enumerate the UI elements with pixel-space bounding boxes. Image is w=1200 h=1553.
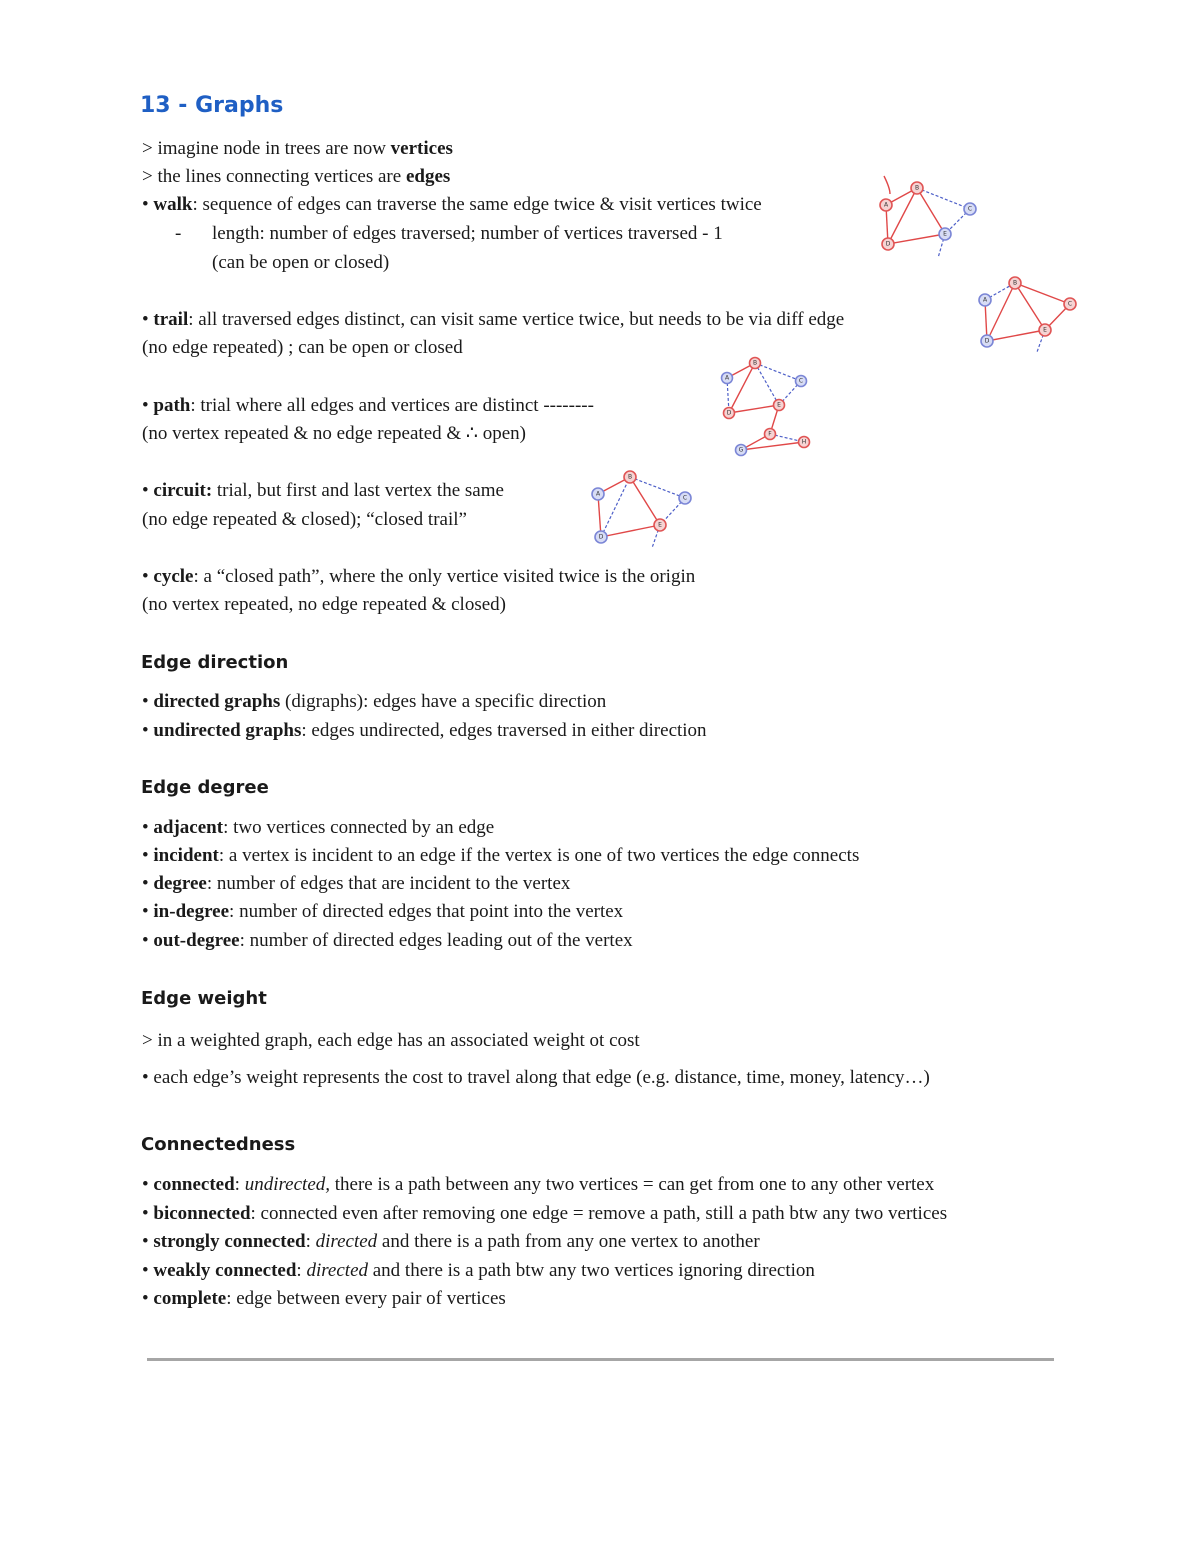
bottom-divider (147, 1358, 1054, 1361)
desc: : edge between every pair of vertices (226, 1288, 506, 1309)
bullet: • (142, 691, 154, 712)
heading-edge-weight: Edge weight (141, 988, 267, 1009)
path-note: (no vertex repeated & no edge repeated & ∴ open) (142, 423, 526, 444)
vertex-b-label: B (914, 184, 920, 192)
bullet: • (142, 873, 154, 894)
term: adjacent (153, 817, 224, 838)
vertex-c-label: C (967, 205, 973, 213)
bullet: • (142, 930, 154, 951)
page-title: 13 - Graphs (140, 93, 284, 118)
bullet: • (142, 480, 154, 501)
desc: : number of edges that are incident to the vertex (206, 873, 571, 894)
desc: : number of directed edges leading out of the vertex (239, 930, 633, 951)
vertex-a-label: A (724, 374, 730, 382)
trail-term: trail (153, 309, 189, 330)
term: biconnected (153, 1203, 251, 1224)
term: in-degree (153, 901, 230, 922)
circuit-graph-diagram (588, 466, 698, 550)
vertex-d-label: D (598, 533, 604, 541)
path-definition (142, 394, 594, 418)
circuit-definition (142, 479, 504, 503)
vertex-c-label: C (798, 377, 804, 385)
path-graph-diagram (715, 354, 815, 458)
bullet: • (142, 1260, 154, 1281)
intro-edges-text: > the lines connecting vertices are (142, 166, 406, 187)
vertex-h-label: H (801, 438, 807, 446)
bullet: • (142, 309, 154, 330)
trail-definition (142, 308, 844, 332)
term: complete (153, 1288, 227, 1309)
edge-weight-bullet: • each edge’s weight represents the cost to travel along that edge (e.g. distance, time, money, latency…) (142, 1067, 930, 1088)
circuit-term: circuit: (153, 480, 213, 501)
desc: : connected even after removing one edge = remove a path, still a path btw any two vertices (250, 1203, 948, 1224)
vertex-d-label: D (885, 240, 891, 248)
vertex-a-label: A (595, 490, 601, 498)
term: incident (153, 845, 219, 866)
vertex-b-label: B (752, 359, 758, 367)
bullet: • (142, 720, 154, 741)
vertex-g-label: G (738, 446, 744, 454)
intro-edges-line (142, 165, 450, 189)
walk-sub-dash: - (175, 223, 182, 244)
desc: : two vertices connected by an edge (223, 817, 495, 838)
bullet: • (142, 395, 154, 416)
vertex-a-label: A (883, 201, 889, 209)
term: connected (153, 1174, 235, 1195)
term: directed graphs (153, 691, 281, 712)
bullet: • (142, 845, 154, 866)
bullet: • (142, 817, 154, 838)
path-term: path (153, 395, 191, 416)
desc: : (234, 1174, 245, 1195)
intro-vertices-term: vertices (390, 138, 453, 159)
bullet: • (142, 1174, 154, 1195)
walk-graph-diagram (876, 174, 986, 260)
path-desc: : trial where all edges and vertices are distinct -------- (190, 395, 594, 416)
desc: and there is a path btw any two vertices ignoring direction (368, 1260, 815, 1281)
desc: : edges undirected, edges traversed in either direction (301, 720, 707, 741)
walk-desc: : sequence of edges can traverse the same edge twice & visit vertices twice (192, 194, 762, 215)
list-item (142, 844, 859, 868)
vertex-b-label: B (627, 473, 633, 481)
list-item (142, 872, 570, 896)
vertex-a-label: A (982, 296, 988, 304)
desc: there is a path between any two vertices = can get from one to any other vertex (330, 1174, 935, 1195)
desc: : number of directed edges that point into the vertex (229, 901, 624, 922)
vertex-d-label: D (726, 409, 732, 417)
cycle-definition (142, 565, 695, 589)
term: out-degree (153, 930, 240, 951)
bullet: • (142, 1288, 154, 1309)
emphasis: undirected, (244, 1174, 330, 1195)
cycle-desc: : a “closed path”, where the only vertice visited twice is the origin (193, 566, 696, 587)
list-item (142, 1173, 934, 1197)
intro-vertices-text: > imagine node in trees are now (142, 138, 391, 159)
list-item (142, 816, 494, 840)
trail-desc: : all traversed edges distinct, can visit same vertice twice, but needs to be via diff edge (188, 309, 845, 330)
list-item (142, 900, 623, 924)
desc: : (305, 1231, 316, 1252)
cycle-term: cycle (153, 566, 194, 587)
term: strongly connected (153, 1231, 306, 1252)
term: degree (153, 873, 207, 894)
list-item (142, 1287, 506, 1311)
vertex-c-label: C (1067, 300, 1073, 308)
bullet: • (142, 566, 154, 587)
circuit-note: (no edge repeated & closed); “closed trail” (142, 509, 467, 530)
walk-term: walk (153, 194, 193, 215)
circuit-desc: trial, but first and last vertex the same (212, 480, 504, 501)
intro-edges-term: edges (405, 166, 451, 187)
vertex-d-label: D (984, 337, 990, 345)
term: weakly connected (153, 1260, 297, 1281)
heading-edge-degree: Edge degree (141, 777, 269, 798)
bullet: • (142, 194, 154, 215)
vertex-c-label: C (682, 494, 688, 502)
vertex-f-label: F (768, 430, 772, 438)
emphasis: directed (315, 1231, 378, 1252)
bullet: • (142, 901, 154, 922)
desc: : a vertex is incident to an edge if the vertex is one of two vertices the edge connects (218, 845, 860, 866)
list-item (142, 690, 606, 714)
vertex-e-label: E (1043, 326, 1047, 334)
cycle-note: (no vertex repeated, no edge repeated & closed) (142, 594, 506, 615)
desc: (digraphs): edges have a specific direction (280, 691, 607, 712)
heading-edge-direction: Edge direction (141, 652, 289, 673)
list-item (142, 1259, 815, 1283)
desc: and there is a path from any one vertex to another (377, 1231, 760, 1252)
list-item (142, 1230, 760, 1254)
trail-note: (no edge repeated) ; can be open or closed (142, 337, 463, 358)
intro-vertices-line (142, 137, 453, 161)
heading-connectedness: Connectedness (141, 1134, 296, 1155)
vertex-e-label: E (658, 521, 662, 529)
vertex-e-label: E (943, 230, 947, 238)
walk-length-line: length: number of edges traversed; number of vertices traversed - 1 (212, 223, 723, 244)
walk-definition (142, 193, 762, 217)
bullet: • (142, 1231, 154, 1252)
list-item (142, 719, 707, 743)
emphasis: directed (306, 1260, 368, 1281)
vertex-b-label: B (1012, 279, 1018, 287)
vertex-e-label: E (777, 401, 781, 409)
term: undirected graphs (153, 720, 302, 741)
walk-open-closed-line: (can be open or closed) (212, 252, 390, 273)
desc: : (296, 1260, 307, 1281)
edge-weight-intro: > in a weighted graph, each edge has an associated weight ot cost (142, 1030, 640, 1051)
bullet: • (142, 1203, 154, 1224)
list-item (142, 929, 633, 953)
list-item (142, 1202, 947, 1226)
trail-graph-diagram (975, 274, 1081, 354)
